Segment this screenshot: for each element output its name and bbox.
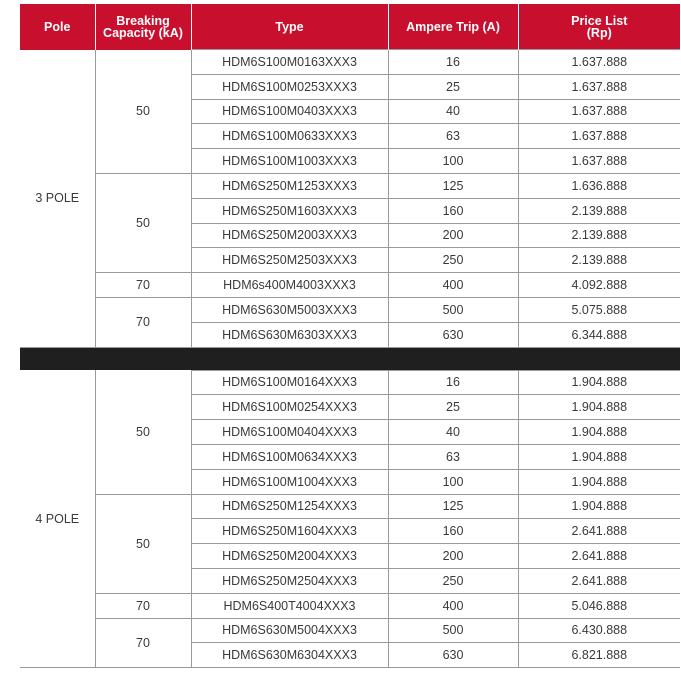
- price-cell: 1.636.888: [518, 173, 680, 198]
- ampere-trip-cell: 250: [388, 568, 518, 593]
- table-body: [20, 50, 680, 668]
- pole-cell: 4 POLE: [20, 370, 95, 668]
- price-cell: 1.637.888: [518, 124, 680, 149]
- type-cell: HDM6S250M2003XXX3: [191, 223, 388, 248]
- breaking-capacity-cell: 70: [95, 593, 191, 618]
- ampere-trip-cell: 40: [388, 99, 518, 124]
- header-breaking-capacity: [95, 4, 191, 50]
- type-cell: HDM6S100M0633XXX3: [191, 124, 388, 149]
- ampere-trip-cell: 63: [388, 124, 518, 149]
- type-cell: HDM6S250M1254XXX3: [191, 494, 388, 519]
- type-cell: HDM6S100M1003XXX3: [191, 149, 388, 174]
- ampere-trip-cell: 200: [388, 544, 518, 569]
- ampere-trip-cell: 500: [388, 297, 518, 322]
- header-pole: Pole: [20, 4, 95, 50]
- type-cell: HDM6S630M6303XXX3: [191, 322, 388, 347]
- price-cell: 1.904.888: [518, 370, 680, 395]
- price-cell: 5.075.888: [518, 297, 680, 322]
- type-cell: HDM6S630M5003XXX3: [191, 297, 388, 322]
- breaking-capacity-cell: 70: [95, 618, 191, 668]
- price-cell: 2.641.888: [518, 568, 680, 593]
- type-cell: HDM6S250M1253XXX3: [191, 173, 388, 198]
- price-cell: 2.641.888: [518, 519, 680, 544]
- type-cell: HDM6s400M4003XXX3: [191, 273, 388, 298]
- table-row: [20, 494, 680, 519]
- breaking-capacity-cell: 50: [95, 50, 191, 174]
- ampere-trip-cell: 63: [388, 444, 518, 469]
- price-cell: 6.430.888: [518, 618, 680, 643]
- type-cell: HDM6S250M2503XXX3: [191, 248, 388, 273]
- table-row: [20, 50, 680, 75]
- header-type: Type: [191, 4, 388, 50]
- type-cell: HDM6S250M2004XXX3: [191, 544, 388, 569]
- separator-bar: [20, 347, 680, 370]
- breaking-capacity-cell: 70: [95, 297, 191, 347]
- price-cell: 1.904.888: [518, 420, 680, 445]
- price-cell: 1.637.888: [518, 50, 680, 75]
- type-cell: HDM6S630M5004XXX3: [191, 618, 388, 643]
- ampere-trip-cell: 400: [388, 273, 518, 298]
- table-row: [20, 618, 680, 643]
- price-cell: 6.344.888: [518, 322, 680, 347]
- ampere-trip-cell: 250: [388, 248, 518, 273]
- type-cell: HDM6S100M0254XXX3: [191, 395, 388, 420]
- price-cell: 1.904.888: [518, 494, 680, 519]
- price-cell: 2.139.888: [518, 223, 680, 248]
- ampere-trip-cell: 100: [388, 469, 518, 494]
- price-cell: 1.904.888: [518, 469, 680, 494]
- ampere-trip-cell: 200: [388, 223, 518, 248]
- header-price-line2: (Rp): [586, 25, 612, 40]
- ampere-trip-cell: 500: [388, 618, 518, 643]
- price-cell: 6.821.888: [518, 643, 680, 668]
- table-row: [20, 593, 680, 618]
- price-cell: 2.139.888: [518, 198, 680, 223]
- ampere-trip-cell: 16: [388, 50, 518, 75]
- type-cell: HDM6S100M0163XXX3: [191, 50, 388, 75]
- ampere-trip-cell: 25: [388, 74, 518, 99]
- ampere-trip-cell: 125: [388, 494, 518, 519]
- table-row: [20, 273, 680, 298]
- price-cell: 2.641.888: [518, 544, 680, 569]
- type-cell: HDM6S100M0634XXX3: [191, 444, 388, 469]
- ampere-trip-cell: 125: [388, 173, 518, 198]
- price-cell: 1.637.888: [518, 99, 680, 124]
- type-cell: HDM6S630M6304XXX3: [191, 643, 388, 668]
- header-breaking-line2: Capacity (kA): [103, 25, 183, 40]
- ampere-trip-cell: 100: [388, 149, 518, 174]
- price-cell: 1.637.888: [518, 149, 680, 174]
- table-header: [20, 4, 680, 50]
- ampere-trip-cell: 630: [388, 322, 518, 347]
- price-cell: 1.637.888: [518, 74, 680, 99]
- ampere-trip-cell: 160: [388, 198, 518, 223]
- type-cell: HDM6S100M0253XXX3: [191, 74, 388, 99]
- breaking-capacity-cell: 50: [95, 173, 191, 272]
- ampere-trip-cell: 25: [388, 395, 518, 420]
- header-price-list: [518, 4, 680, 50]
- ampere-trip-cell: 160: [388, 519, 518, 544]
- type-cell: HDM6S250M1604XXX3: [191, 519, 388, 544]
- type-cell: HDM6S250M1603XXX3: [191, 198, 388, 223]
- header-price-line1: Price List: [571, 13, 628, 28]
- breaking-capacity-cell: 50: [95, 494, 191, 593]
- price-cell: 5.046.888: [518, 593, 680, 618]
- type-cell: HDM6S100M0404XXX3: [191, 420, 388, 445]
- ampere-trip-cell: 16: [388, 370, 518, 395]
- type-cell: HDM6S100M0403XXX3: [191, 99, 388, 124]
- ampere-trip-cell: 40: [388, 420, 518, 445]
- table-row: [20, 173, 680, 198]
- price-list-table: [20, 4, 680, 668]
- table-row: [20, 297, 680, 322]
- type-cell: HDM6S100M1004XXX3: [191, 469, 388, 494]
- price-cell: 1.904.888: [518, 395, 680, 420]
- pole-cell: 3 POLE: [20, 50, 95, 348]
- price-cell: 2.139.888: [518, 248, 680, 273]
- breaking-capacity-cell: 70: [95, 273, 191, 298]
- section-separator: [20, 347, 680, 370]
- price-cell: 1.904.888: [518, 444, 680, 469]
- type-cell: HDM6S400T4004XXX3: [191, 593, 388, 618]
- header-ampere-trip: Ampere Trip (A): [388, 4, 518, 50]
- ampere-trip-cell: 630: [388, 643, 518, 668]
- header-breaking-line1: Breaking: [116, 13, 170, 28]
- table-row: [20, 370, 680, 395]
- price-cell: 4.092.888: [518, 273, 680, 298]
- ampere-trip-cell: 400: [388, 593, 518, 618]
- breaking-capacity-cell: 50: [95, 370, 191, 494]
- type-cell: HDM6S250M2504XXX3: [191, 568, 388, 593]
- type-cell: HDM6S100M0164XXX3: [191, 370, 388, 395]
